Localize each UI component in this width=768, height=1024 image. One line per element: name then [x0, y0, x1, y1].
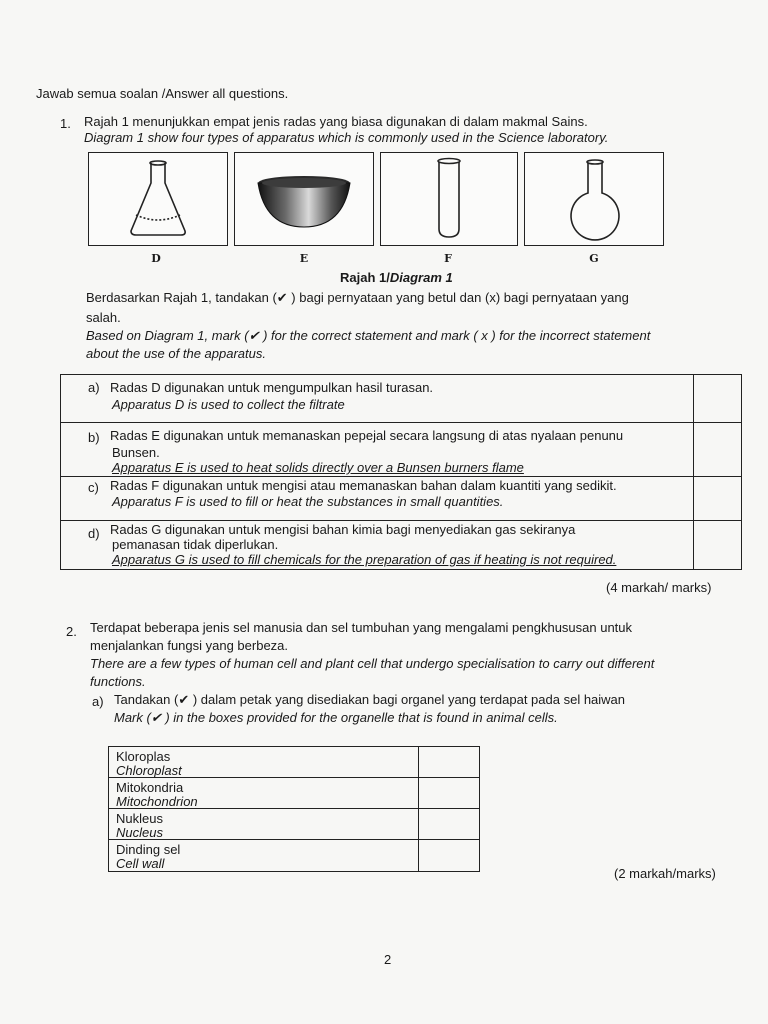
caption-ms: Rajah 1/: [340, 270, 390, 285]
evaporating-dish-icon: [235, 153, 373, 245]
q2-number: 2.: [66, 624, 77, 639]
statement-a-letter: a): [88, 380, 100, 395]
statement-d-ms2: pemanasan tidak diperlukan.: [112, 537, 279, 552]
round-bottom-flask-icon: [525, 153, 663, 245]
statements-table: [60, 374, 742, 570]
diagram-caption: [340, 270, 453, 286]
q1-task-en-1: Based on Diagram 1, mark (✔ ) for the correct statement and mark ( x ) for the incorrect statement: [86, 328, 651, 343]
instruction: [36, 86, 288, 102]
q1-text-en: Diagram 1 show four types of apparatus which is commonly used in the Science laboratory.: [84, 130, 609, 145]
q2-text-en-1: There are a few types of human cell and plant cell that undergo specialisation to carry out different: [90, 656, 655, 671]
organelle-1-en: Chloroplast: [116, 763, 182, 778]
q1-task-ms-2: salah.: [86, 310, 121, 325]
statement-d-ms: Radas G digunakan untuk mengisi bahan kimia bagi menyediakan gas sekiranya: [110, 522, 576, 537]
organelle-3-ms: Nukleus: [116, 811, 163, 826]
instruction-text: Jawab semua soalan /Answer all questions.: [36, 86, 289, 101]
apparatus-label-g: G: [589, 252, 599, 265]
statement-b-letter: b): [88, 430, 100, 445]
statement-c-en: Apparatus F is used to fill or heat the substances in small quantities.: [112, 494, 504, 509]
statement-a-ms: Radas D digunakan untuk mengumpulkan hasil turasan.: [110, 380, 434, 395]
organelle-box-2[interactable]: [420, 778, 478, 807]
apparatus-box-f: [380, 152, 518, 246]
organelle-3-en: Nucleus: [116, 825, 163, 840]
apparatus-box-d: [88, 152, 228, 246]
page-number: 2: [384, 952, 392, 967]
answer-box-b[interactable]: [696, 423, 740, 475]
organelle-box-1[interactable]: [420, 747, 478, 776]
organelle-1-ms: Kloroplas: [116, 749, 171, 764]
organelle-table: [108, 746, 480, 872]
organelle-2-en: Mitochondrion: [116, 794, 198, 809]
q1-task-en-2: about the use of the apparatus.: [86, 346, 266, 361]
q2-text-ms-1: Terdapat beberapa jenis sel manusia dan sel tumbuhan yang mengalami pengkhususan untuk: [90, 620, 633, 635]
organelle-4-ms: Dinding sel: [116, 842, 181, 857]
organelle-4-en: Cell wall: [116, 856, 165, 871]
apparatus-label-e: E: [299, 252, 309, 265]
organelle-box-3[interactable]: [420, 809, 478, 838]
q2a-text-ms: Tandakan (✔ ) dalam petak yang disediakan bagi organel yang terdapat pada sel haiwan: [114, 692, 626, 707]
answer-box-c[interactable]: [696, 477, 740, 519]
q2-text-en-2: functions.: [90, 674, 146, 689]
q2a-text-en: Mark (✔ ) in the boxes provided for the organelle that is found in animal cells.: [114, 710, 558, 725]
statement-b-en: Apparatus E is used to heat solids directly over a Bunsen burners flame: [112, 460, 524, 475]
test-tube-icon: [381, 153, 517, 245]
apparatus-box-e: [234, 152, 374, 246]
organelle-2-ms: Mitokondria: [116, 780, 184, 795]
q1-marks: (4 markah/ marks): [606, 580, 712, 595]
answer-box-d[interactable]: [696, 521, 740, 568]
organelle-box-4[interactable]: [420, 840, 478, 870]
q2-marks: (2 markah/marks): [614, 866, 716, 881]
apparatus-label-f: F: [444, 252, 452, 265]
apparatus-box-g: [524, 152, 664, 246]
q1-task-ms-1: Berdasarkan Rajah 1, tandakan (✔ ) bagi pernyataan yang betul dan (x) bagi pernyataan yang: [86, 290, 629, 305]
statement-d-letter: d): [88, 526, 100, 541]
statement-a-en: Apparatus D is used to collect the filtrate: [112, 397, 345, 412]
statement-b-ms2: Bunsen.: [112, 445, 160, 460]
apparatus-label-d: D: [151, 252, 161, 265]
conical-flask-icon: [89, 153, 227, 245]
q1-number: 1.: [60, 116, 71, 131]
q2a-letter: a): [92, 694, 104, 709]
caption-en: Diagram 1: [389, 270, 453, 285]
q2-text-ms-2: menjalankan fungsi yang berbeza.: [90, 638, 289, 653]
statement-d-en: Apparatus G is used to fill chemicals for the preparation of gas if heating is not required.: [112, 552, 617, 567]
answer-box-a[interactable]: [696, 375, 740, 421]
q1-text-ms: Rajah 1 menunjukkan empat jenis radas yang biasa digunakan di dalam makmal Sains.: [84, 114, 588, 129]
statement-c-letter: c): [88, 480, 99, 495]
statement-c-ms: Radas F digunakan untuk mengisi atau memanaskan bahan dalam kuantiti yang sedikit.: [110, 478, 617, 493]
statement-b-ms: Radas E digunakan untuk memanaskan pepejal secara langsung di atas nyalaan penunu: [110, 428, 624, 443]
